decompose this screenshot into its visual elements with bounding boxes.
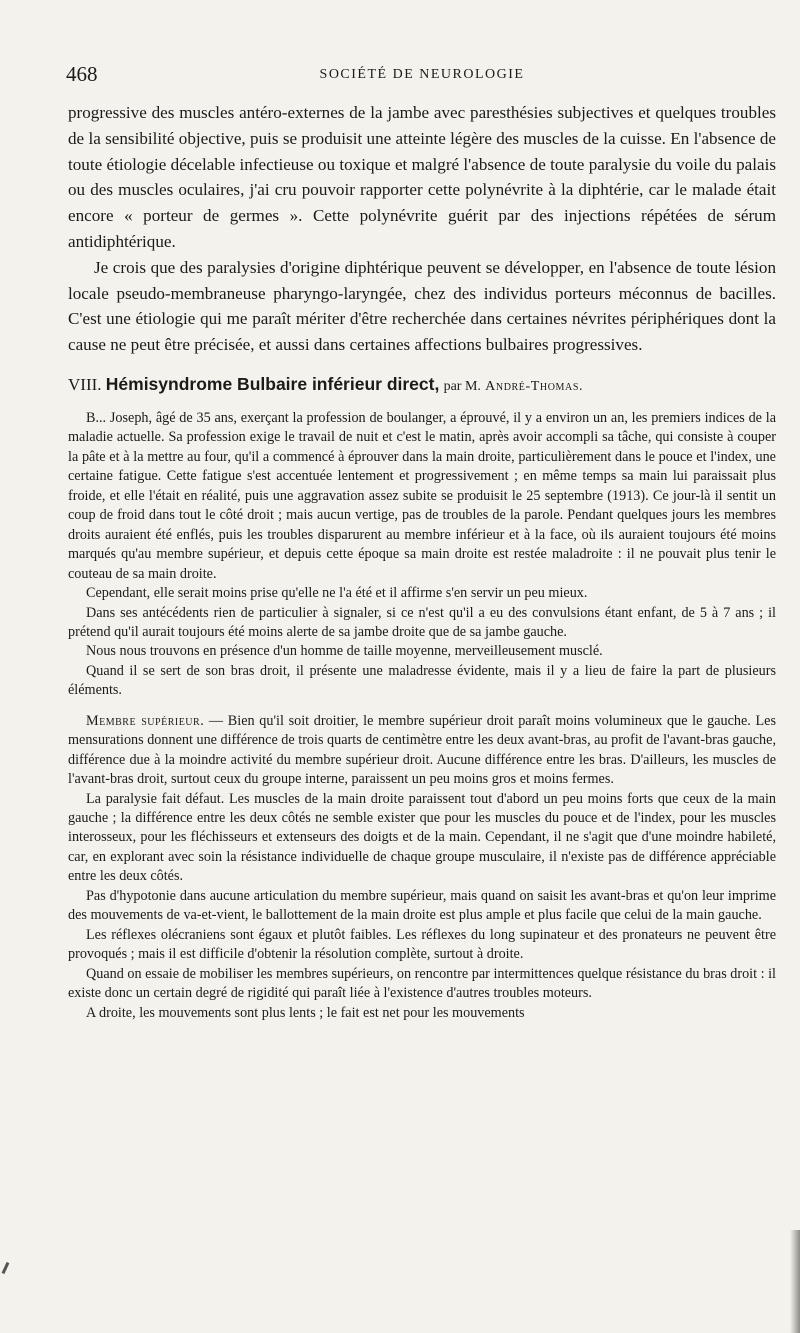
case-paragraph: Cependant, elle serait moins prise qu'elle ne l'a été et il affirme s'en servir un peu mieux. (86, 585, 588, 602)
case-paragraph: B... Joseph, âgé de 35 ans, exerçant la profession de boulanger, a éprouvé, il y a environ un an, les premiers indices de la maladie actuelle. Sa profession exige le travail de nuit et c'est le matin, après avoir accompli sa tâche, qui consiste à couper la pâte et à la mettre au four, qu'il a commencé à éprouver dans la main droite, particulièrement dans le pouce et l'index, une certaine fatigue. Cette fatigue s'est accentuée lentement et progressivement ; en même temps sa main lui paraissait plus froide, et elle l'était en réalité, puis une aggravation assez subite se produisit le 25 septembre (1913). Ce jour-là il sentit un coup de froid dans tout le côté droit ; mais aucun vertige, pas de troubles de la parole. Pendant quelques jours les membres droits auraient été enflés, puis les troubles disparurent au membre inférieur et à la face, où ils auraient toujours été moins marqués qu'au membre supérieur, et depuis cette époque sa main droite est restée maladroite : il ne pouvait plus tenir le couteau de sa main droite. (68, 409, 776, 582)
intro-paragraph: progressive des muscles antéro-externes de la jambe avec paresthésies subjectives et quelques troubles de la sensibilité objective, puis se produisit une atteinte légère des muscles de la cuisse. En l'absence de toute étiologie décelable infectieuse ou toxique et malgré l'absence de toute paralysie du voile du palais ou des muscles oculaires, j'ai cru pouvoir rapporter cette polynévrite à la diphtérie, car le malade était encore « porteur de germes ». Cette polynévrite guérit par des injections répétées de sérum antidiphtérique. (68, 103, 776, 251)
section-by: par M. (443, 378, 481, 394)
page-number: 468 (66, 62, 98, 86)
intro-paragraph: Je crois que des paralysies d'origine diphtérique peuvent se développer, en l'absence de toute lésion locale pseudo-membraneuse pharyngo-laryngée, chez des individus porteurs méconnus de bacilles. C'est une étiologie qui me paraît mériter d'être recherchée dans certaines névrites périphériques dont la cause ne peut être précisée, et aussi dans certaines affections bulbaires progressives. (68, 257, 776, 355)
exam-paragraph: Les réflexes olécraniens sont égaux et plutôt faibles. Les réflexes du long supinateur et des pronateurs ne peuvent être provoqués ; mais il est difficile d'obtenir la résolution complète, surtout à droite. (68, 926, 776, 963)
exam-lead: Membre supérieur. (86, 712, 205, 729)
case-paragraph: Nous nous trouvons en présence d'un homme de taille moyenne, merveilleusement musclé. (86, 643, 603, 660)
case-paragraph: Quand il se sert de son bras droit, il présente une maladresse évidente, mais il y a lieu de faire la part de plusieurs éléments. (68, 662, 776, 699)
exam-paragraph: La paralysie fait défaut. Les muscles de la main droite paraissent tout d'abord un peu moins forts que ceux de la main gauche ; la différence entre les deux côtés ne semble exister que pour les muscles du pouce et de l'index, pour les muscles interosseux, pour les fléchisseurs et extenseurs des doigts et de la main. Cependant, il ne s'agit que d'une moindre habileté, car, en explorant avec soin la résistance individuelle de chaque groupe musculaire, il n'existe pas de différence appréciable entre les deux côtés. (68, 790, 776, 885)
exam-paragraph: Quand on essaie de mobiliser les membres supérieurs, on rencontre par intermittences quelque résistance du bras droit : il existe donc un certain degré de rigidité qui paraît liée à l'existence d'autres troubles moteurs. (68, 965, 776, 1002)
exam-paragraph: A droite, les mouvements sont plus lents ; le fait est net pour les mouvements (86, 1004, 525, 1021)
journal-title: SOCIÉTÉ DE NEUROLOGIE (319, 67, 525, 82)
page-edge-shadow (790, 1230, 800, 1333)
stray-ink-mark (2, 1262, 10, 1274)
exam-text: — Bien qu'il soit droitier, le membre supérieur droit paraît moins volumineux que le gauche. Les mensurations donnent une différence de trois quarts de centimètre entre les deux avant-bras, au profit de l'avant-bras gauche, différence due à la moindre activité du membre supérieur droit. Aucune différence entre les bras. D'ailleurs, les muscles de l'avant-bras droit, surtout ceux du groupe interne, paraissent un peu moins gros et moins fermes. (68, 712, 776, 788)
section-title: Hémisyndrome Bulbaire inférieur direct, (105, 373, 440, 394)
body-text (68, 100, 776, 1023)
section-number: VIII. (68, 374, 102, 394)
running-head (66, 62, 778, 86)
section-author: André-Thomas. (485, 378, 584, 394)
exam-paragraph: Pas d'hypotonie dans aucune articulation du membre supérieur, mais quand on saisit les avant-bras et qu'on leur imprime des mouvements de va-et-vient, le ballottement de la main droite est plus ample et plus facile que celui de la main gauche. (68, 887, 776, 924)
paragraph-gap (68, 701, 776, 712)
case-paragraph: Dans ses antécédents rien de particulier à signaler, si ce n'est qu'il a eu des convulsions étant enfant, de 5 à 7 ans ; il prétend qu'il aurait toujours été moins alerte de sa jambe droite que de sa jambe gauche. (68, 604, 776, 640)
section-heading (68, 372, 776, 399)
exam-paragraph (68, 712, 776, 790)
